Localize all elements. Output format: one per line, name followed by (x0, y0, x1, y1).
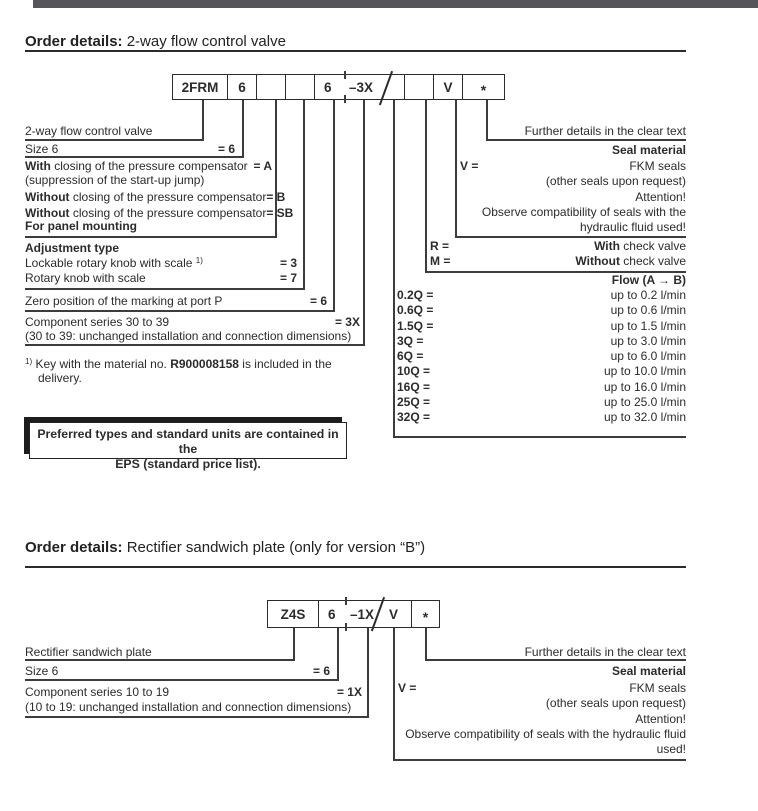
row-size2 (25, 664, 330, 678)
row-with-compensator-label (25, 159, 248, 173)
seal-material-title: Seal material (611, 143, 686, 157)
connector-line (393, 628, 395, 761)
seal-line: Observe compatibility of seals with the hydraulic fluid (405, 726, 686, 741)
adjustment-type-title: Adjustment type (25, 241, 120, 255)
flow-value: up to 0.2 l/min (610, 288, 686, 302)
row-without-b (25, 190, 286, 204)
code-cell-2frm-text: 2FRM (181, 79, 219, 95)
check-r-key: R = (430, 239, 450, 253)
connector-line (293, 628, 295, 661)
code-cell-zero-text: 6 (324, 79, 332, 95)
row-without-sb-label (25, 206, 266, 220)
section1-heading-label: Order details: (25, 33, 123, 50)
row-with-compensator (25, 159, 272, 173)
seal-line: (other seals upon request) (545, 174, 686, 189)
connector-line (363, 100, 365, 346)
row-rotary-knob-label: Rotary knob with scale (25, 271, 146, 285)
row-with-value: = A (253, 159, 272, 173)
flow-row (397, 395, 686, 410)
seal-line: (other seals upon request) (545, 696, 686, 711)
connector-line (242, 100, 244, 158)
connector-line (425, 659, 686, 661)
code-cell-series-text: –3X (349, 79, 374, 95)
seal-line: Attention! (635, 711, 686, 726)
row-without-b-value: = B (266, 190, 286, 204)
row-rotary-knob-value: = 7 (279, 271, 297, 285)
row-series-label: Component series 30 to 39 (25, 315, 170, 329)
flow-row (397, 334, 686, 349)
bold-without: Without (25, 190, 70, 204)
row-zero-position (25, 294, 327, 308)
connector-line (337, 628, 339, 681)
flow-value: up to 6.0 l/min (610, 349, 686, 364)
section2-heading-rule (25, 566, 686, 568)
connector-line (425, 100, 427, 273)
preferred-types-line1: Preferred types and standard units are contained in the (37, 427, 339, 456)
flow-key: 3Q = (397, 333, 424, 348)
connector-line (25, 156, 242, 158)
code-cell-size-series (318, 601, 411, 627)
row-lockable-knob-value: = 3 (279, 256, 297, 270)
flow-key: 16Q = (397, 379, 431, 394)
code-cell-further (411, 601, 439, 627)
seal-description (482, 159, 686, 235)
with-rest: closing of the pressure compensator (50, 159, 248, 173)
code-cell-seal-text: V (389, 606, 399, 622)
connector-line (25, 659, 293, 661)
row-check-valve-r (430, 239, 686, 253)
seal-key: V = (398, 681, 417, 695)
connector-line (393, 759, 686, 761)
further-details-text: Further details in the clear text (524, 645, 686, 659)
bold-with: With (594, 239, 620, 253)
row-series (25, 315, 360, 329)
bold-with: With (25, 159, 51, 173)
seal-description (405, 681, 686, 757)
seal-line: hydraulic fluid used! (579, 220, 686, 235)
code-cell-size-text: 6 (238, 79, 246, 95)
dashed-divider-tick (344, 95, 346, 103)
code-cell-size-text: 6 (328, 606, 336, 622)
code-cell-z4s-text: Z4S (280, 606, 306, 622)
row-zero-label: Zero position of the marking at port P (25, 294, 223, 308)
without-sb-rest: closing of the pressure compensator (69, 206, 267, 220)
code-cell-star-text: * (480, 81, 487, 98)
check-m-text (575, 254, 686, 268)
connector-line (25, 310, 333, 312)
footnote-ref: 1) (195, 256, 203, 265)
section1-heading-text: 2-way flow control valve (126, 33, 286, 50)
section1-ordering-code (172, 74, 505, 100)
row-series-note: (30 to 39: unchanged installation and connection dimensions) (25, 329, 352, 343)
footnote-post: is included in the (238, 357, 332, 371)
flow-key: 25Q = (397, 395, 431, 410)
seal-line: used! (656, 742, 686, 757)
row-series2-label: Component series 10 to 19 (25, 685, 170, 699)
flow-value: up to 25.0 l/min (603, 395, 686, 410)
connector-line (333, 100, 335, 312)
code-cell-check-valve (433, 75, 462, 99)
row-series2-note: (10 to 19: unchanged installation and connection dimensions) (25, 700, 352, 714)
flow-row (397, 319, 686, 334)
flow-value: up to 10.0 l/min (603, 364, 686, 379)
check-m-rest: check valve (619, 254, 686, 268)
row-zero-value: = 6 (309, 294, 327, 308)
section1-heading (25, 33, 286, 50)
footnote-material-no: R900008158 (170, 357, 239, 371)
flow-key: 1.5Q = (397, 318, 434, 333)
code-cell-compensator (256, 75, 285, 99)
section2-heading-text: Rectifier sandwich plate (only for version “B”) (126, 539, 426, 556)
row-size-value: = 6 (217, 142, 235, 156)
seal-line: FKM seals (629, 681, 686, 695)
connector-line (25, 139, 202, 141)
code-cell-adjustment (285, 75, 314, 99)
section2-heading (25, 539, 425, 556)
flow-key: 32Q = (397, 410, 431, 425)
flow-row (397, 410, 686, 425)
code-cell-2frm (173, 75, 227, 99)
row-size2-label: Size 6 (25, 664, 59, 678)
connector-line (25, 344, 363, 346)
flow-title: Flow (A → B) (611, 273, 686, 287)
code-cell-flow (404, 75, 433, 99)
connector-line (25, 288, 303, 290)
connector-line (202, 100, 204, 141)
row-size2-value: = 6 (312, 664, 330, 678)
code-cell-seal-text: V (443, 79, 453, 95)
flow-value: up to 32.0 l/min (603, 410, 686, 425)
section2-ordering-code (267, 600, 440, 628)
preferred-types-line2: EPS (standard price list). (115, 457, 261, 471)
further-details-text: Further details in the clear text (524, 124, 686, 138)
footnote-line2: delivery. (38, 371, 82, 385)
connector-line (25, 716, 367, 718)
section1-heading-rule (25, 50, 686, 52)
dashed-divider-tick (345, 597, 347, 605)
code-slash (379, 71, 393, 105)
code-cell-z4s (268, 601, 318, 627)
footnote-pre: Key with the material no. (35, 357, 171, 371)
flow-row (397, 288, 686, 303)
row-series2 (25, 685, 362, 699)
row-plate-label: Rectifier sandwich plate (25, 645, 152, 659)
connector-line (486, 100, 488, 141)
code-cell-size (227, 75, 256, 99)
dashed-divider-tick (344, 71, 346, 79)
seal-key: V = (460, 159, 479, 173)
flow-table (397, 288, 686, 426)
row-suppression-note: (suppression of the start-up jump) (25, 173, 205, 187)
row-rotary-knob (25, 271, 297, 285)
code-cell-series (314, 75, 404, 99)
code-cell-series-text: –1X (350, 606, 375, 622)
row-without-b-label (25, 190, 266, 204)
row-size (25, 142, 235, 156)
seal-line: Observe compatibility of seals with the (481, 204, 686, 219)
row-size-label: Size 6 (25, 142, 59, 156)
flow-row (397, 303, 686, 318)
flow-row (397, 380, 686, 395)
preferred-types-note (29, 422, 347, 471)
flow-row (397, 364, 686, 379)
connector-line (367, 628, 369, 718)
flow-key: 6Q = (397, 349, 424, 364)
flow-value: up to 3.0 l/min (610, 333, 686, 348)
flow-key: 0.6Q = (397, 303, 434, 318)
flow-value: up to 1.5 l/min (610, 318, 686, 333)
row-panel-mounting: For panel mounting (25, 219, 137, 233)
flow-value: up to 0.6 l/min (610, 303, 686, 318)
without-b-rest: closing of the pressure compensator (69, 190, 267, 204)
code-cell-further (462, 75, 504, 99)
flow-key: 10Q = (397, 364, 431, 379)
section2-heading-label: Order details: (25, 539, 123, 556)
flow-row (397, 349, 686, 364)
seal-line: FKM seals (629, 159, 686, 173)
row-valve-label: 2-way flow control valve (25, 124, 153, 138)
seal-material-title: Seal material (611, 664, 686, 678)
footnote-marker: 1) (25, 357, 33, 366)
bold-without: Without (25, 206, 70, 220)
code-cell-star-text: * (422, 608, 429, 625)
connector-line (393, 100, 395, 438)
flow-value: up to 16.0 l/min (603, 379, 686, 394)
connector-line (25, 236, 275, 238)
connector-line (455, 236, 686, 238)
lockable-knob-text: Lockable rotary knob with scale (25, 256, 193, 270)
check-r-rest: check valve (619, 239, 686, 253)
row-without-sb (25, 206, 294, 220)
bold-without: Without (575, 254, 620, 268)
row-series-value: = 3X (334, 315, 360, 329)
connector-line (425, 628, 427, 661)
dashed-divider-tick (345, 623, 347, 631)
row-lockable-knob (25, 256, 297, 272)
connector-line (393, 436, 686, 438)
check-r-text (594, 239, 686, 253)
check-m-key: M = (430, 254, 451, 268)
connector-line (455, 100, 457, 238)
page-top-bar (33, 0, 758, 8)
row-lockable-knob-label (25, 256, 203, 272)
connector-line (486, 139, 686, 141)
seal-line: Attention! (635, 189, 686, 204)
row-check-valve-m (430, 254, 686, 268)
connector-line (25, 679, 337, 681)
flow-key: 0.2Q = (397, 288, 434, 302)
connector-line (303, 100, 305, 290)
row-series2-value: = 1X (336, 685, 362, 699)
row-without-sb-value: = SB (266, 206, 294, 220)
